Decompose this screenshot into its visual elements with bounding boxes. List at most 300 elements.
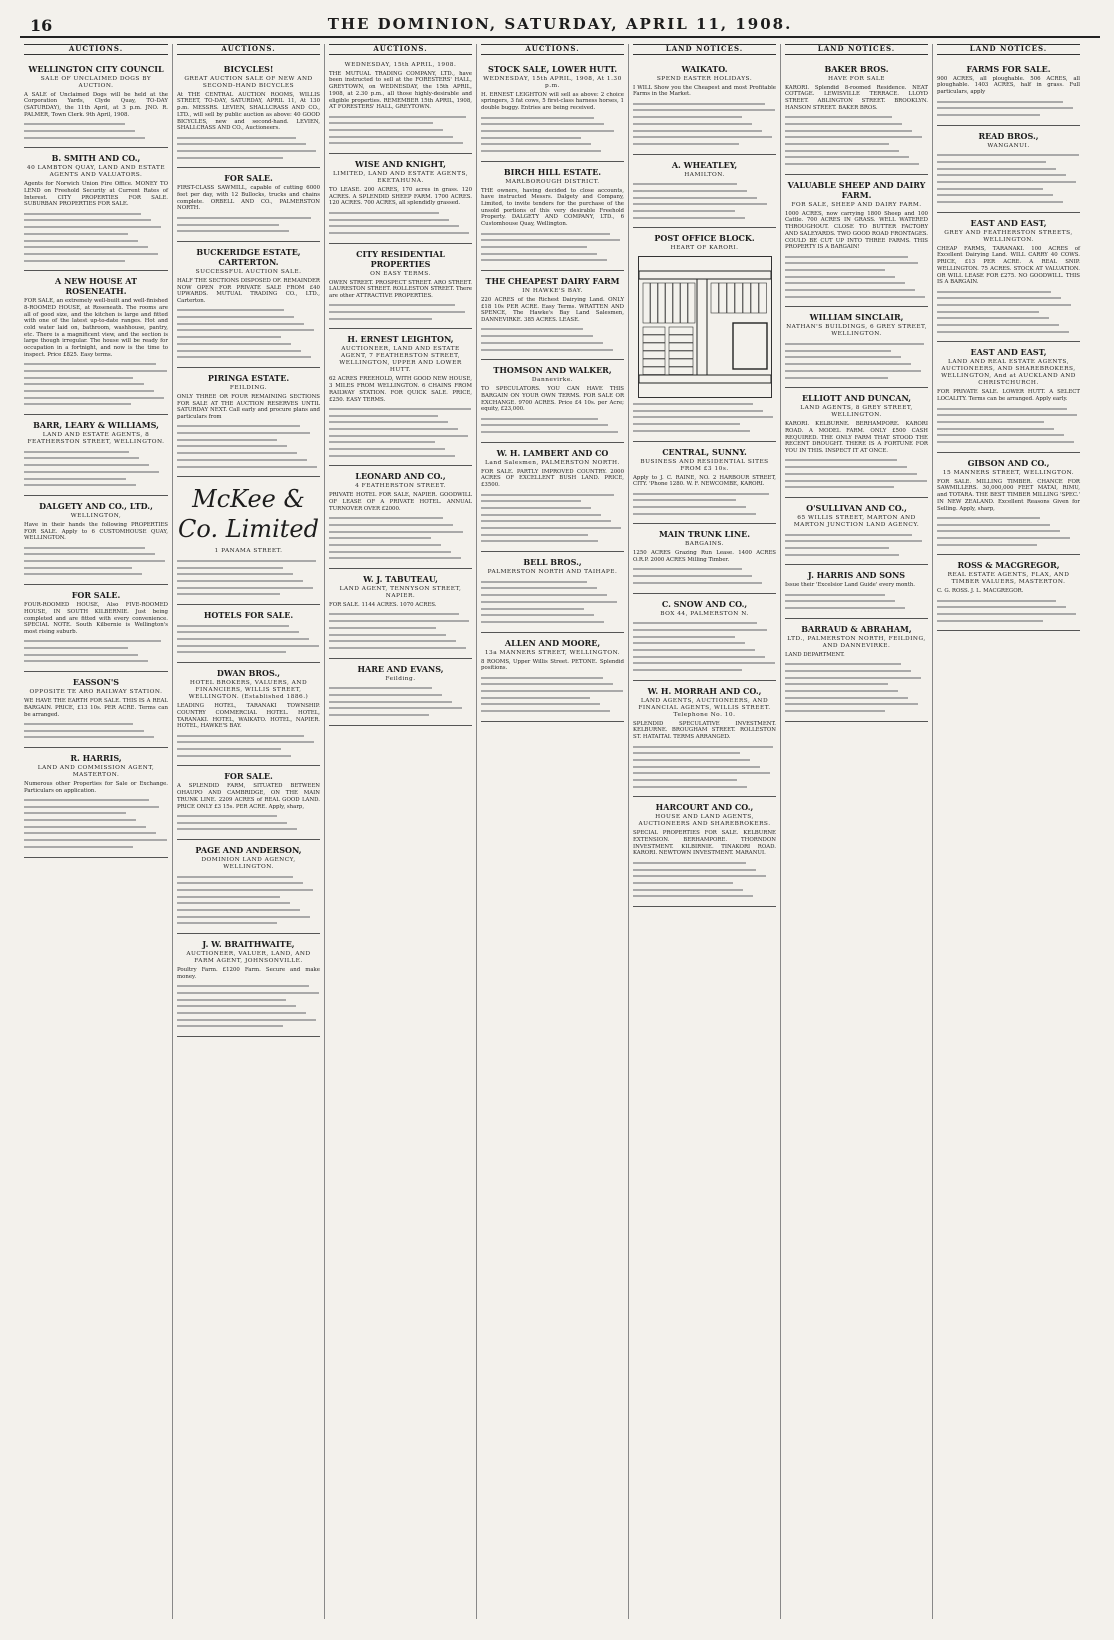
print-line [329, 455, 455, 457]
small-print-lines [633, 183, 776, 218]
print-line [329, 524, 453, 526]
ad-title: WILLIAM SINCLAIR, [809, 312, 904, 323]
print-line [329, 627, 436, 629]
small-print-lines [785, 343, 928, 378]
print-line [329, 647, 466, 649]
ad-subtitle: GREY AND FEATHERSTON STREETS, WELLINGTON. [944, 229, 1073, 243]
print-line [177, 992, 319, 994]
print-line [633, 136, 772, 138]
advertisement [633, 155, 776, 229]
ad-title: DWAN BROS., [216, 668, 281, 679]
print-line [633, 217, 745, 219]
print-line [24, 457, 139, 459]
print-line [24, 390, 154, 392]
ad-subtitle: LAND AND ESTATE AGENTS, 8 FEATHERSTON STREET, WELLINGTON. [27, 432, 165, 446]
advertisement [177, 368, 320, 477]
ad-body: A SALE of Unclaimed Dogs will be held at the Corporation Yards, Clyde Quay, TO-DAY (SATURDAY), the 11th April, at 3 p.m. JNO. R. PALMER, Town Clerk. 9th April, 1908. [24, 91, 168, 118]
small-print-lines [24, 213, 168, 262]
print-line [177, 432, 310, 434]
ad-subtitle: SUCCESSFUL AUCTION SALE. [195, 268, 302, 275]
ad-body: SPECIAL PROPERTIES FOR SALE. KELBURNE EXTENSION. BERHAMPORE. THORNDON INVESTMENT. KILBIRNIE. TINAKORI ROAD. KARORI. NEWTOWN INVESTMENT. MARANUI. [633, 830, 776, 857]
advertisement [785, 307, 928, 388]
ad-title: CENTRAL, SUNNY. [662, 446, 747, 457]
print-line [329, 421, 448, 423]
advertisement [481, 552, 624, 633]
ad-title: FARMS FOR SALE. [966, 63, 1051, 74]
print-line [177, 815, 277, 817]
print-line [633, 772, 770, 774]
ad-subtitle: FEILDING. [229, 384, 268, 391]
print-line [24, 660, 148, 662]
ad-subtitle: HAMILTON. [684, 171, 725, 178]
ad-body: ONLY THREE OR FOUR REMAINING SECTIONS FOR SALE AT THE AUCTION RESERVES UNTIL SATURDAY NEXT. Call early and procure plans and particulars from [177, 393, 320, 421]
small-print-lines [633, 622, 776, 671]
print-line [937, 324, 1059, 326]
print-line [785, 534, 912, 536]
print-line [785, 594, 885, 596]
print-line [481, 683, 613, 685]
ad-title: W. H. LAMBERT AND CO [496, 447, 609, 458]
print-line [24, 812, 126, 814]
print-line [481, 431, 618, 433]
ad-subtitle: LAND AGENTS, AUCTIONEERS, AND FINANCIAL AGENTS, WILLIS STREET. Telephone No. 10. [638, 697, 771, 718]
advertisement [785, 59, 928, 175]
small-print-lines [329, 304, 472, 319]
ad-title: O'SULLIVAN AND CO., [806, 502, 907, 513]
ad-body: Apply to J. C. RAINE, NO. 2 HARBOUR STREET, CITY. 'Phone 1280. W. F. NEWCOMBE, KARORI. [633, 474, 776, 488]
small-print-lines [177, 735, 320, 757]
print-line [24, 478, 126, 480]
print-line [633, 568, 742, 570]
ad-body: FIRST-CLASS SAWMILL, capable of cutting 6000 feet per day, with 12 Bullocks, trucks and chains complete. ORBELL AND CO., PALMERSTON NORTH. [177, 185, 320, 212]
ad-title: CITY RESIDENTIAL PROPERTIES [356, 248, 445, 269]
ad-body: FOR PRIVATE SALE. LOWER HUTT. A SELECT LOCALITY. Terms can be arranged. Apply early. [937, 389, 1080, 403]
print-line [481, 233, 610, 235]
print-line [937, 524, 1050, 526]
print-line [633, 582, 762, 584]
print-line [24, 567, 132, 569]
print-line [785, 343, 924, 345]
print-line [633, 869, 756, 871]
advertisement [24, 748, 168, 858]
advertisement [785, 175, 928, 308]
ad-body: C. G. ROSS. J. L. MACGREGOR. [937, 588, 1024, 595]
print-line [177, 336, 281, 338]
print-line [633, 116, 742, 118]
print-line [633, 752, 740, 754]
print-line [785, 262, 918, 264]
small-print-lines [24, 363, 168, 405]
print-line [633, 423, 740, 425]
ad-subtitle: BOX 44, PALMERSTON N. [660, 610, 749, 617]
print-line [329, 544, 441, 546]
ad-subtitle: WEDNESDAY, 15th APRIL, 1908. [344, 61, 457, 68]
print-line [481, 621, 604, 623]
print-line [177, 822, 287, 824]
print-line [329, 225, 459, 227]
ad-subtitle: MARLBOROUGH DISTRICT. [505, 178, 600, 185]
ad-title: EAST AND EAST, [970, 217, 1047, 228]
print-line [329, 551, 451, 553]
print-line [481, 328, 583, 330]
ad-subtitle: 15 MANNERS STREET, WELLINGTON. [942, 469, 1075, 476]
print-line [785, 163, 919, 165]
ad-body: 900 ACRES, all ploughable. 506 ACRES, all ploughable. 1403 ACRES, half in grass. Full particulars, apply [937, 75, 1080, 96]
print-line [785, 256, 908, 258]
print-line [177, 999, 286, 1001]
print-line [329, 318, 432, 320]
small-print-lines [481, 117, 624, 152]
advertisement [329, 466, 472, 569]
print-line [633, 430, 750, 432]
ad-subtitle: OPPOSITE TE ARO RAILWAY STATION. [29, 689, 163, 696]
ad-body: WE HAVE THE EARTH FOR SALE. THIS IS A REAL BARGAIN. PRICE, £13 10s. PER ACRE. Terms can be arranged. [24, 698, 168, 718]
advertisement [329, 244, 472, 330]
small-print-lines [937, 291, 1080, 333]
small-print-lines [633, 103, 776, 145]
ad-body: FOR SALE. MILLING TIMBER. CHANCE FOR SAWMILLERS. 30,000,000 FEET MATAI, RIMU, and TOTARA. THE BEST TIMBER MILLING 'SPEC.' IN NEW ZEALAND. Excellent Reasons Given for Selling. Apply, sharp, [937, 478, 1080, 512]
ad-title: C. SNOW AND CO., [661, 598, 748, 609]
advertisement [329, 329, 472, 466]
print-line [24, 471, 159, 473]
ad-subtitle: LAND AND COMMISSION AGENT, MASTERTON. [37, 764, 155, 778]
print-line [177, 631, 299, 633]
advertisement [937, 342, 1080, 452]
print-line [24, 397, 164, 399]
advertisement [24, 496, 168, 585]
advertisement [177, 605, 320, 663]
print-line [24, 806, 159, 808]
ad-subtitle: 1 PANAMA STREET. [214, 548, 283, 555]
small-print-lines [177, 309, 320, 358]
ad-subtitle: SALE OF UNCLAIMED DOGS BY AUCTION. [40, 75, 152, 89]
print-line [329, 311, 465, 313]
ad-body: FOR SALE, an extremely well-built and well-finished 8-ROOMED HOUSE, at Roseneath. The rooms are all of good size, and the kitchen is large and fitted with one of the latest up-to-date ranges. Hot and cold water laid on, bathroom, washhouse, pantry, etc. There is a magnificent view, and the section is large though irregular. The house will be ready for occupation in a fortnight, and now is the time to inspect. Price £825. Easy terms. [24, 298, 168, 358]
advertisement [937, 555, 1080, 631]
print-line [177, 651, 286, 653]
print-line [177, 882, 303, 884]
advertisement [785, 388, 928, 498]
small-print-lines [633, 568, 776, 583]
small-print-lines [633, 862, 776, 897]
small-print-lines [177, 217, 320, 232]
print-line [633, 642, 745, 644]
print-line [177, 902, 290, 904]
print-line [177, 1025, 283, 1027]
print-line [329, 707, 462, 709]
print-line [24, 484, 136, 486]
print-line [785, 607, 905, 609]
advertisement [177, 663, 320, 766]
print-line [937, 101, 1063, 103]
small-print-lines [24, 451, 168, 486]
ad-title: BAKER BROS. [824, 63, 889, 74]
small-print-lines [329, 517, 472, 559]
ad-body: A SPLENDID FARM, SITUATED BETWEEN OHAUPO AND CAMBRIDGE, ON THE MAIN TRUNK LINE. 2209 ACRES of REAL GOOD LAND. PRICE ONLY £3 15s. PER ACRE. Apply, sharp, [177, 783, 320, 810]
ad-subtitle: SPEND EASTER HOLIDAYS. [656, 75, 753, 82]
print-line [481, 259, 607, 261]
ad-title: BARR, LEARY & WILLIAMS, [33, 420, 159, 431]
print-line [177, 309, 284, 311]
ad-subtitle: LAND AGENTS, 8 GREY STREET, WELLINGTON. [800, 405, 913, 419]
print-line [633, 183, 737, 185]
column-6 [780, 44, 932, 1619]
print-line [329, 408, 471, 410]
advertisement [633, 524, 776, 593]
ad-title: A NEW HOUSE AT ROSENEATH. [54, 276, 138, 297]
print-line [785, 150, 899, 152]
ad-subtitle: HOTEL BROKERS, VALUERS, AND FINANCIERS, WILLIS STREET, WELLINGTON. (Established 1886.) [188, 680, 309, 701]
ad-subtitle: 4 FEATHERSTON STREET. [355, 483, 446, 490]
column-4 [476, 44, 628, 1619]
print-line [633, 203, 767, 205]
column-header: AUCTIONS. [24, 44, 168, 55]
ad-subtitle: HOUSE AND LAND AGENTS, AUCTIONEERS AND SHAREBROKERS. [638, 814, 771, 828]
print-line [177, 896, 280, 898]
advertisement [177, 59, 320, 169]
print-line [177, 985, 309, 987]
print-line [481, 710, 610, 712]
advertisement [785, 565, 928, 618]
print-line [177, 323, 304, 325]
ad-title: H. ERNEST LEIGHTON, [347, 334, 454, 345]
print-line [329, 537, 431, 539]
print-line [633, 746, 773, 748]
advertisement [24, 672, 168, 748]
column-1 [20, 44, 172, 1619]
print-line [785, 677, 921, 679]
ad-body: KARORI. KELBURNE. BERHAMPORE. KARORI ROAD. A MODEL FARM. ONLY £500 CASH REQUIRED. THE ONLY FARM THAT STOOD THE RECENT DROUGHT. THERE IS A FORTUNE FOR YOU IN THIS. INSPECT IT AT ONCE. [785, 421, 928, 455]
small-print-lines [24, 640, 168, 662]
print-line [937, 188, 1043, 190]
ad-body: THE MUTUAL TRADING COMPANY, LTD., have been instructed to sell at the FORESTERS' HALL, GREYTOWN, on WEDNESDAY, the 15th APRIL, 1908, at 2.30 p.m., all those highly-desirable and eligible properties. REMEMBER 15th APRIL, 1908, AT FORESTERS' HALL, GREYTOWN. [329, 70, 472, 111]
ad-title: BARRAUD & ABRAHAM, [801, 623, 912, 634]
print-line [785, 710, 885, 712]
ad-title: BICYCLES! [223, 63, 274, 74]
print-line [177, 439, 277, 441]
print-line [481, 690, 623, 692]
small-print-lines [633, 403, 776, 432]
print-line [785, 289, 915, 291]
ad-body: 62 ACRES FREEHOLD, WITH GOOD NEW HOUSE, 3 MILES FROM WELLINGTON. 6 CHAINS FROM RAILWAY STATION. FOR QUICK SALE. PRICE, £250. EASY TERMS. [329, 376, 472, 403]
ad-subtitle: 13a MANNERS STREET, WELLINGTON. [484, 649, 621, 656]
ad-body: FOUR-ROOMED HOUSE, Also FIVE-ROOMED HOUSE, IN SOUTH KILBERNIE. Just being completed and are fitted with every convenience. SPECIAL NOTE. South Kilbernie is Wellington's most rising suburb. [24, 602, 168, 635]
print-line [937, 311, 1039, 313]
print-line [24, 799, 149, 801]
print-line [177, 137, 296, 139]
print-line [24, 819, 136, 821]
print-line [785, 459, 897, 461]
print-line [24, 547, 145, 549]
ad-title: B. SMITH AND CO., [51, 153, 141, 164]
column-header: AUCTIONS. [481, 44, 624, 55]
ad-body: Numerous other Properties for Sale or Exchange. Particulars on application. [24, 780, 168, 794]
print-line [937, 161, 1046, 163]
print-line [481, 514, 601, 516]
print-line [633, 210, 735, 212]
print-line [481, 581, 587, 583]
print-line [633, 403, 753, 405]
advertisement [329, 154, 472, 244]
ad-body: At THE CENTRAL AUCTION ROOMS, WILLIS STREET, TO-DAY, SATURDAY, APRIL 11, At 130 p.m. MESSRS. LEVIEN, SHALLCRASS AND CO., LTD., will sell by public auction as above: 40 GOOD BICYCLES, new and second-hand. LEVIEN, SHALLCRASS AND CO., Auctioneers. [177, 91, 320, 132]
ad-body: PRIVATE HOTEL FOR SALE, NAPIER. GOODWILL OF LEASE OF A PRIVATE HOTEL. ANNUAL TURNOVER OVER £2000. [329, 492, 472, 512]
print-line [937, 530, 1060, 532]
column-5 [628, 44, 780, 1619]
print-line [24, 383, 144, 385]
estate-plan-map [638, 256, 772, 398]
print-line [329, 212, 439, 214]
small-print-lines [329, 212, 472, 234]
print-line [177, 1005, 296, 1007]
print-line [177, 828, 297, 830]
ad-title: BUCKERIDGE ESTATE, CARTERTON. [196, 246, 301, 267]
advertisement [633, 594, 776, 681]
ad-title: A. WHEATLEY, [671, 159, 738, 170]
ad-body: Agents for Norwich Union Fire Office. MONEY TO LEND on Freehold Security at Current Rates of Interest. CITY PROPERTIES FOR SALE. SUBURBAN PROPERTIES FOR SALE. [24, 181, 168, 208]
print-line [785, 540, 922, 542]
small-print-lines [24, 799, 168, 848]
print-line [633, 779, 737, 781]
advertisement [177, 242, 320, 368]
masthead-title: THE DOMINION, SATURDAY, APRIL 11, 1908. [327, 15, 793, 33]
print-line [633, 103, 765, 105]
print-line [24, 403, 131, 405]
print-line [329, 304, 455, 306]
print-line [329, 687, 432, 689]
small-print-lines [24, 547, 168, 576]
ad-body: LEADING HOTEL, TARANAKI TOWNSHIP. COUNTRY COMMERCIAL HOTEL. HOTEL, TARANAKI. HOTEL, WAIKATO. HOTEL, NAPIER. HOTEL, HAWKE'S BAY. [177, 703, 320, 730]
column-header: LAND NOTICES. [633, 44, 776, 55]
print-line [937, 114, 1040, 116]
ad-subtitle: Feilding. [385, 675, 416, 682]
print-line [24, 233, 128, 235]
advertisement [633, 59, 776, 155]
ad-body: TO LEASE. 200 ACRES, 170 acres in grass. 120 ACRES. A SPLENDID SHEEP FARM. 1700 ACRES. 120 ACRES. 700 ACRES, all splendidly grassed. [329, 187, 472, 207]
advertisement [177, 934, 320, 1037]
print-line [481, 143, 591, 145]
print-line [24, 213, 141, 215]
advertisement [481, 443, 624, 552]
small-print-lines [633, 746, 776, 788]
ad-body: FOR SALE. 1144 ACRES. 1070 ACRES. [329, 602, 437, 609]
ad-title: HARCOURT AND CO., [655, 802, 754, 813]
ad-subtitle: ON EASY TERMS. [370, 270, 431, 277]
ad-title: READ BROS., [978, 130, 1039, 141]
print-line [785, 350, 891, 352]
small-print-lines [785, 534, 928, 556]
print-line [785, 690, 898, 692]
print-line [329, 531, 463, 533]
print-line [937, 154, 1079, 156]
ad-title: DALGETY AND CO., LTD., [39, 500, 153, 511]
print-line [329, 122, 433, 124]
print-line [177, 459, 307, 461]
print-line [177, 452, 297, 454]
advertisement [937, 213, 1080, 343]
print-line [785, 466, 907, 468]
print-line [785, 547, 889, 549]
print-line [481, 123, 604, 125]
small-print-lines [329, 408, 472, 457]
print-line [177, 224, 279, 226]
ad-body: KARORI. Splendid 8-roomed Residence. NEAT COTTAGE. LEWISVILLE TERRACE. LLOYD STREET. ABLINGTON STREET. BROOKLYN. HANSON STREET. BAKER BROS. [785, 84, 928, 111]
ad-title: FOR SALE. [71, 590, 121, 601]
print-line [785, 276, 895, 278]
print-line [24, 226, 161, 228]
print-line [24, 464, 149, 466]
print-line [785, 377, 888, 379]
ad-title: POST OFFICE BLOCK. [654, 233, 755, 244]
print-line [633, 499, 736, 501]
print-line [785, 473, 917, 475]
print-line [177, 889, 313, 891]
advertisement [785, 498, 928, 565]
print-line [633, 636, 735, 638]
print-line [937, 331, 1069, 333]
print-line [329, 219, 449, 221]
ad-subtitle: REAL ESTATE AGENTS, FLAX, AND TIMBER VALUERS, MASTERTON. [947, 572, 1070, 586]
print-line [633, 862, 746, 864]
print-line [785, 143, 889, 145]
print-line [329, 441, 435, 443]
small-print-lines [481, 581, 624, 623]
print-line [481, 246, 587, 248]
print-line [329, 694, 442, 696]
ad-subtitle: 65 WILLIS STREET, MARTON AND MARTON JUNCTION LAND AGENCY. [793, 514, 920, 528]
print-line [633, 622, 757, 624]
print-line [785, 486, 894, 488]
advertisement [937, 126, 1080, 213]
print-line [937, 408, 1067, 410]
print-line [785, 683, 888, 685]
print-line [177, 625, 289, 627]
print-line [177, 329, 314, 331]
print-line [633, 513, 756, 515]
ad-title: J. W. BRAITHWAITE, [202, 939, 295, 950]
print-line [24, 654, 138, 656]
advertisement [937, 59, 1080, 126]
print-line [937, 428, 1054, 430]
print-line [481, 342, 603, 344]
print-line [937, 613, 1076, 615]
ad-title: HOTELS FOR SALE. [203, 610, 294, 621]
small-print-lines [24, 123, 168, 138]
print-line [177, 350, 301, 352]
print-line [633, 882, 733, 884]
ad-body: CHEAP FARMS, TARANAKI. 100 ACRES of Excellent Dairying Land. WILL CARRY 40 COWS. PRICE, £13 PER ACRE. A REAL SNIP. WELLINGTON. 75 ACRES. STOCK AT VALUATION. OR WILL LEASE FOR £275. NO GOODWILL. THIS IS A BARGAIN. [937, 245, 1080, 286]
print-line [329, 620, 469, 622]
print-line [633, 656, 765, 658]
column-3 [324, 44, 476, 1619]
ad-body: TO SPECULATORS. YOU CAN HAVE THIS BARGAIN ON YOUR OWN TERMS. FOR SALE OR EXCHANGE. 9700 ACRES. Price £4 10s. per Acre; equity, £23,000. [481, 386, 624, 413]
print-line [785, 697, 908, 699]
print-line [633, 130, 762, 132]
ad-body: Have in their hands the following PROPERTIES FOR SALE. Apply to 6 CUSTOMHOUSE QUAY, WELLINGTON. [24, 521, 168, 542]
print-line [481, 587, 597, 589]
print-line [177, 560, 316, 562]
print-line [329, 448, 445, 450]
print-line [481, 677, 603, 679]
print-line [177, 230, 289, 232]
print-line [24, 137, 145, 139]
advertisement [481, 162, 624, 271]
ad-subtitle: HEART OF KARORI. [670, 245, 739, 252]
small-print-lines [24, 723, 168, 738]
column-7 [932, 44, 1084, 1619]
small-print-lines [177, 425, 320, 467]
print-line [177, 735, 304, 737]
ad-body: OWEN STREET. PROSPECT STREET. ARO STREET. LAURESTON STREET. ROLLESTON STREET. There are other ATTRACTIVE PROPERTIES. [329, 279, 472, 299]
